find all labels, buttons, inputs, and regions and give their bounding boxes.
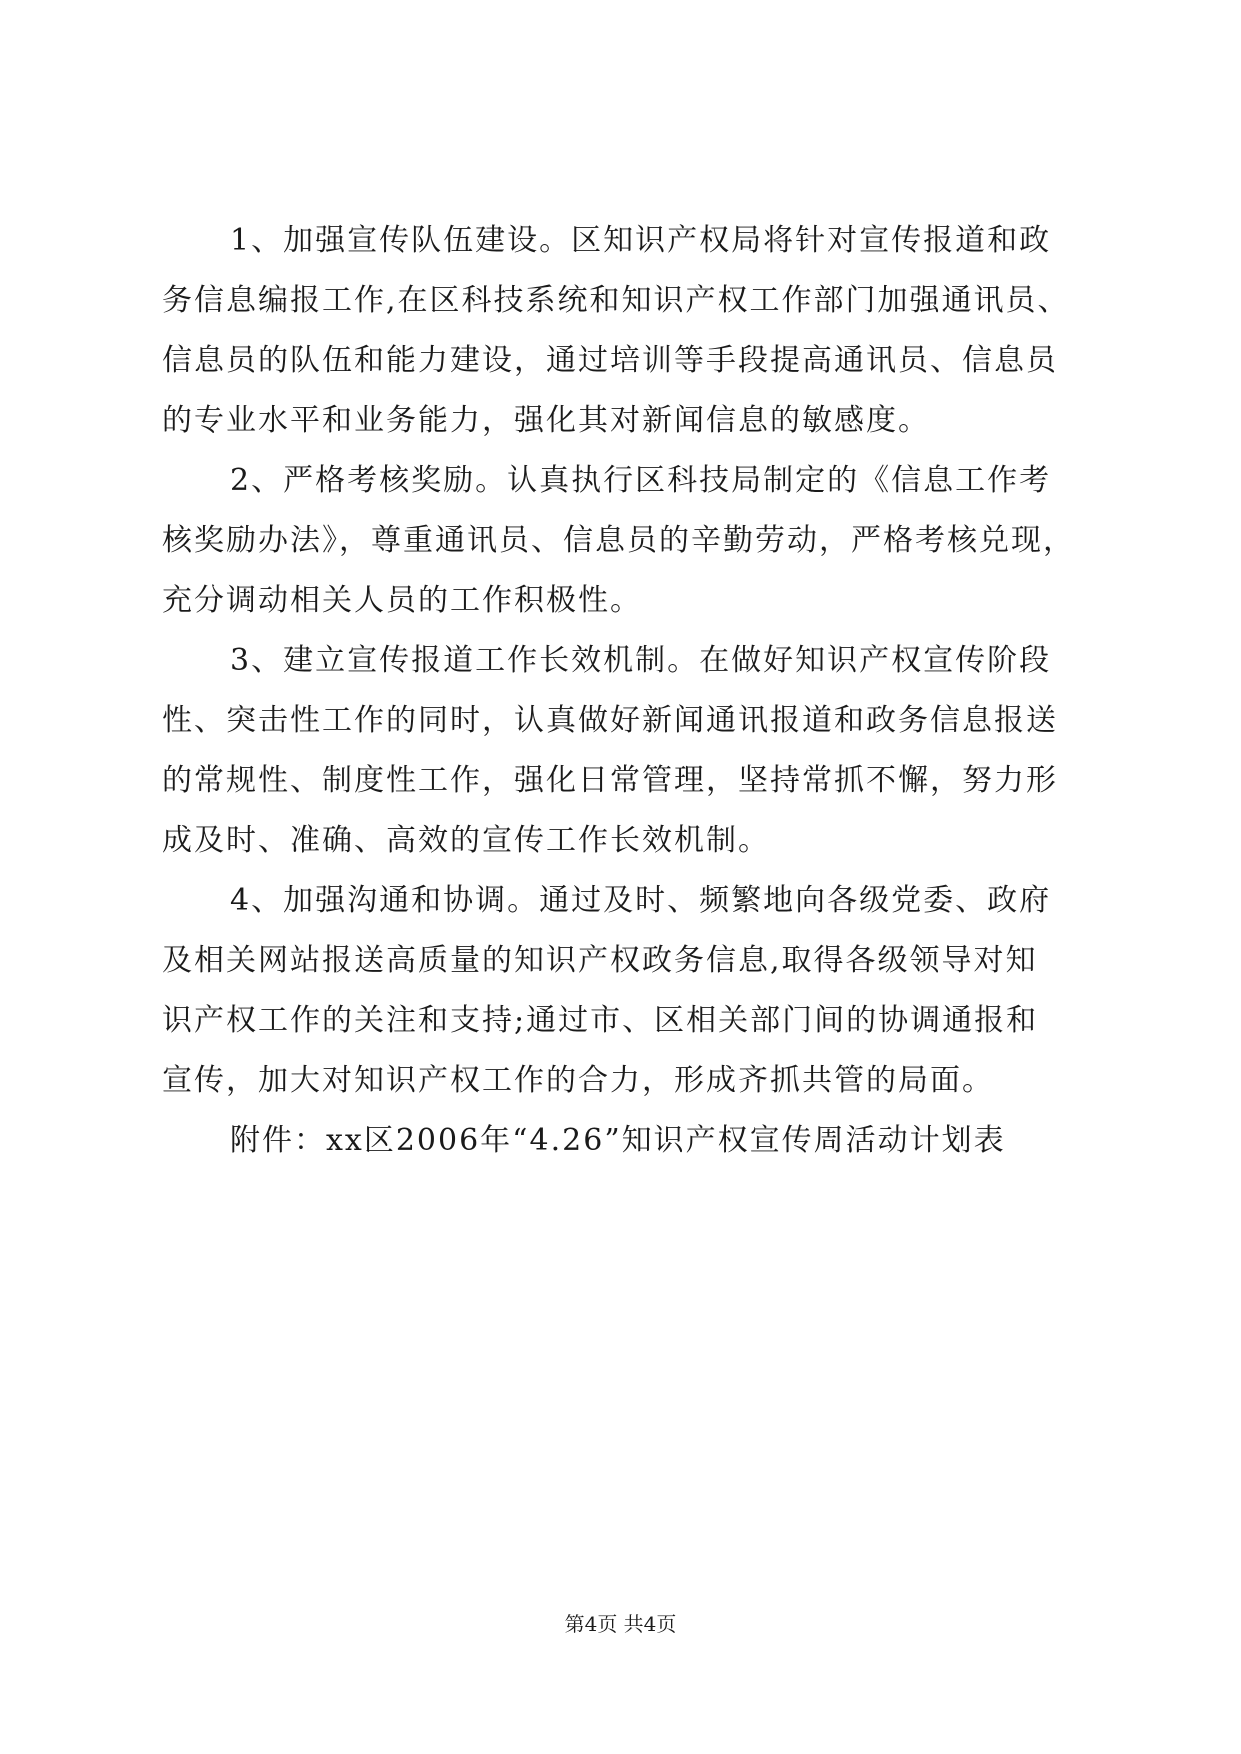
paragraph-long-term-mechanism: [162, 643, 1162, 858]
paragraph-line: 宣传，加大对知识产权工作的合力，形成齐抓共管的局面。: [162, 1063, 994, 1098]
paragraph-line: 2、严格考核奖励。认真执行区科技局制定的《信息工作考: [230, 463, 1052, 498]
document-body: [162, 223, 1162, 1186]
paragraph-attachment: [162, 1123, 1162, 1158]
paragraph-team-building: [162, 223, 1162, 438]
page-number-footer: 第4页 共4页: [564, 1612, 677, 1636]
paragraph-line: 成及时、准确、高效的宣传工作长效机制。: [162, 823, 770, 858]
paragraph-line: 性、突击性工作的同时，认真做好新闻通讯报道和政务信息报送: [162, 703, 1058, 738]
paragraph-line: 识产权工作的关注和支持;通过市、区相关部门间的协调通报和: [162, 1003, 1039, 1038]
paragraph-line: 核奖励办法》，尊重通讯员、信息员的辛勤劳动，严格考核兑现，: [162, 523, 1075, 558]
paragraph-line: 3、建立宣传报道工作长效机制。在做好知识产权宣传阶段: [230, 643, 1052, 678]
paragraph-communication: [162, 883, 1162, 1098]
paragraph-line: 务信息编报工作,在区科技系统和知识产权工作部门加强通讯员、: [162, 283, 1070, 318]
paragraph-assessment-reward: [162, 463, 1162, 618]
paragraph-line: 1、加强宣传队伍建设。区知识产权局将针对宣传报道和政: [230, 223, 1052, 258]
paragraph-line: 的专业水平和业务能力，强化其对新闻信息的敏感度。: [162, 403, 930, 438]
paragraph-line: 充分调动相关人员的工作积极性。: [162, 583, 642, 618]
paragraph-line: 信息员的队伍和能力建设，通过培训等手段提高通讯员、信息员: [162, 343, 1058, 378]
paragraph-line: 及相关网站报送高质量的知识产权政务信息,取得各级领导对知: [162, 943, 1038, 978]
paragraph-line: 的常规性、制度性工作，强化日常管理，坚持常抓不懈，努力形: [162, 763, 1058, 798]
attachment-line: 附件：xx区2006年“4.26”知识产权宣传周活动计划表: [230, 1123, 1006, 1158]
paragraph-line: 4、加强沟通和协调。通过及时、频繁地向各级党委、政府: [230, 883, 1052, 918]
